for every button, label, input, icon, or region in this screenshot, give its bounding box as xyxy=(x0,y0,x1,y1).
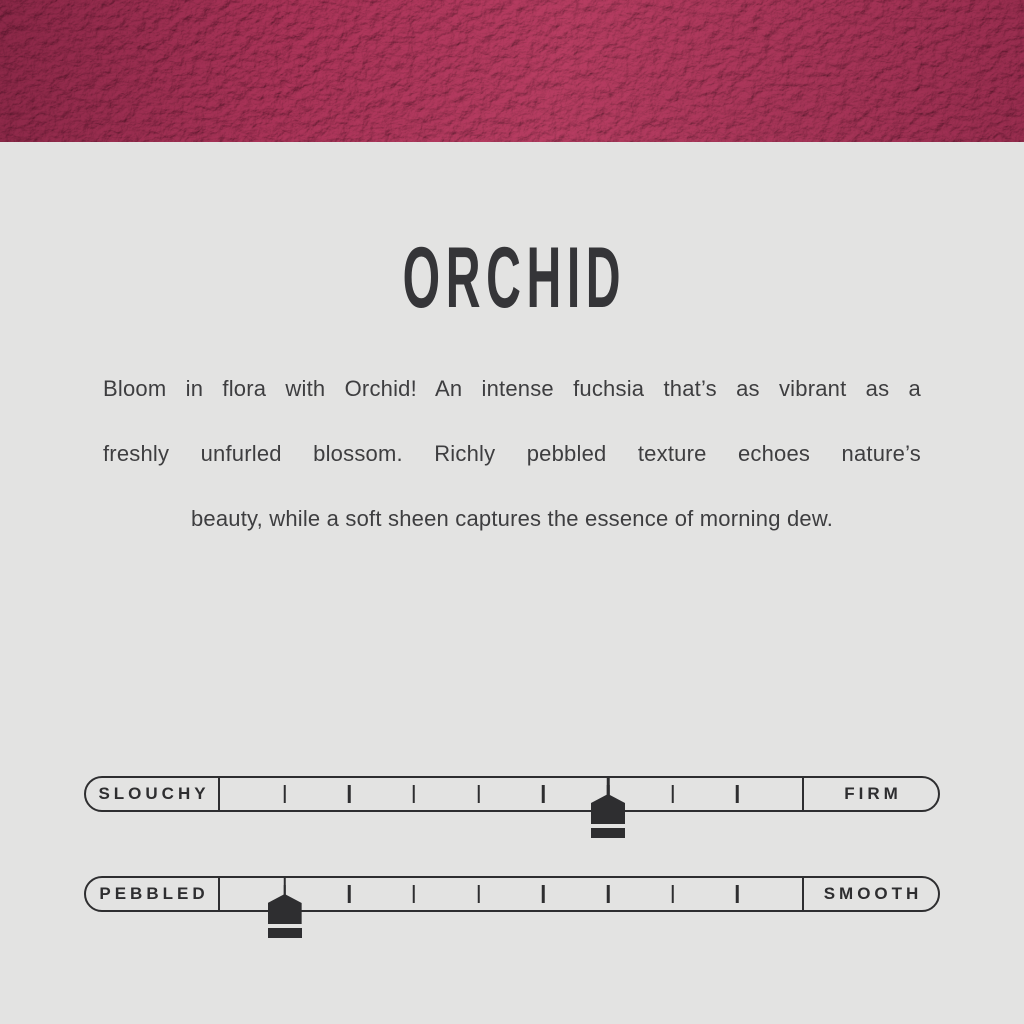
product-description xyxy=(103,356,921,551)
description-line: freshly unfurled blossom. Richly pebbled texture echoes nature’s xyxy=(103,441,921,466)
scale-tick xyxy=(283,785,286,803)
scale-tick xyxy=(542,785,545,803)
scale-marker-base xyxy=(591,828,625,838)
texture-scale-right-cell xyxy=(802,878,938,910)
description-line: beauty, while a soft sheen captures the essence of morning dew. xyxy=(190,506,834,531)
leather-swatch-image xyxy=(0,0,1024,142)
texture-scale-track xyxy=(220,878,802,910)
structure-scale-left-label: SLOUCHY xyxy=(98,784,210,803)
scale-tick xyxy=(542,885,545,903)
product-color-title xyxy=(0,228,1024,346)
product-color-title-text: ORCHID xyxy=(403,230,627,326)
scale-tick xyxy=(413,785,416,803)
scale-tick xyxy=(348,785,351,803)
scale-tick xyxy=(736,885,739,903)
scale-marker-line xyxy=(607,778,610,796)
scale-tick xyxy=(671,885,674,903)
structure-scale xyxy=(84,776,940,812)
scale-marker-nib-icon xyxy=(591,794,625,824)
texture-scale-right-label: SMOOTH xyxy=(823,884,923,903)
scale-tick xyxy=(607,885,610,903)
scale-marker-base xyxy=(268,928,302,938)
leather-texture-banner xyxy=(0,0,1024,142)
structure-scale-left-cell xyxy=(86,778,220,810)
structure-scale-right-cell xyxy=(802,778,938,810)
scale-tick xyxy=(477,785,480,803)
texture-scale-left-cell xyxy=(86,878,220,910)
scale-tick xyxy=(413,885,416,903)
structure-scale-track xyxy=(220,778,802,810)
scale-tick xyxy=(736,785,739,803)
scale-tick xyxy=(671,785,674,803)
scale-tick xyxy=(348,885,351,903)
structure-scale-right-label: FIRM xyxy=(844,784,902,803)
scale-marker-line xyxy=(283,878,286,896)
texture-scale-left-label: PEBBLED xyxy=(99,884,209,903)
texture-scale xyxy=(84,876,940,912)
scale-marker-nib-icon xyxy=(268,894,302,924)
description-line: Bloom in flora with Orchid! An intense fuchsia that’s as vibrant as a xyxy=(103,376,921,401)
scale-tick xyxy=(477,885,480,903)
